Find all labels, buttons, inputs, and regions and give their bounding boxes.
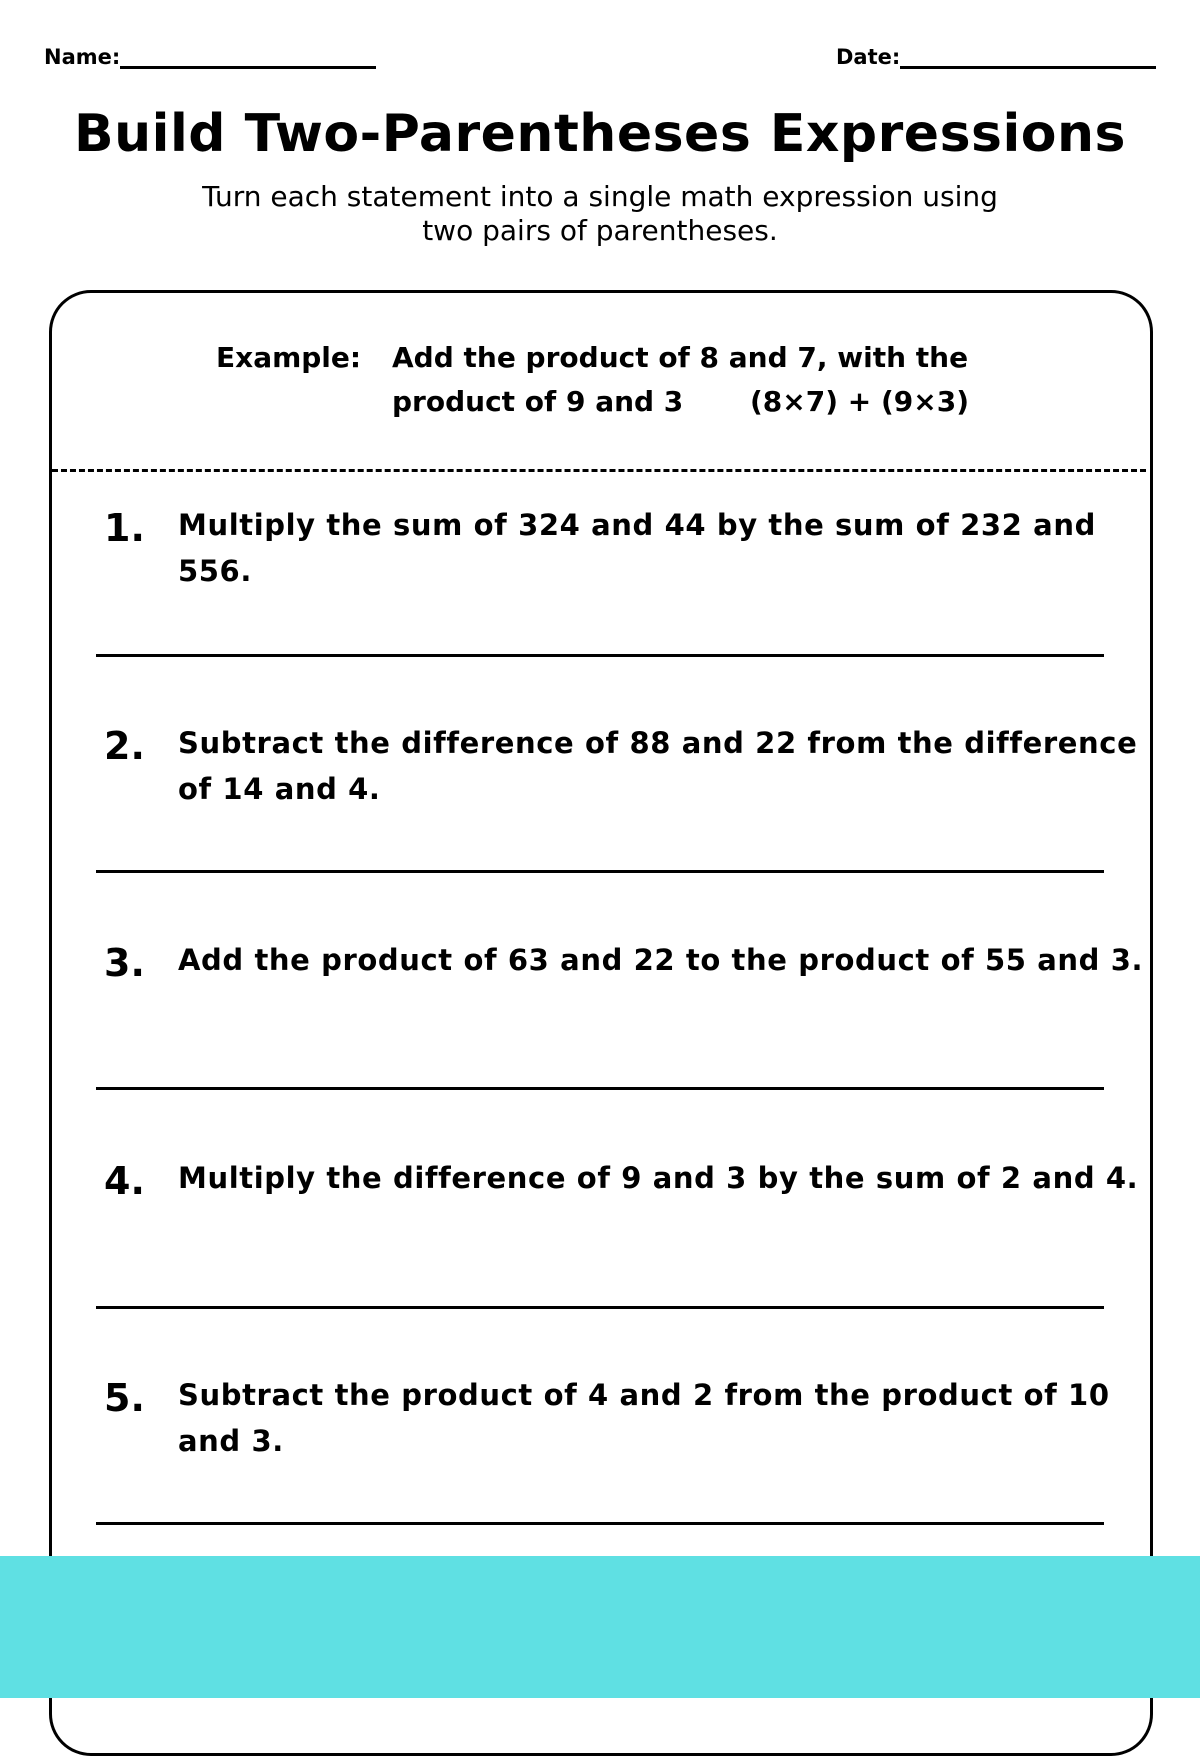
- worksheet-title: Build Two-Parentheses Expressions: [73, 104, 1126, 164]
- problem-text: Add the product of 63 and 22 to the product of 55 and 3.: [178, 943, 1144, 977]
- problem-number: 4.: [104, 1159, 145, 1203]
- date-field[interactable]: [836, 44, 1156, 69]
- answer-line[interactable]: [96, 654, 1104, 657]
- example-label: Example:: [216, 341, 362, 374]
- problem-text: Multiply the sum of 324 and 44 by the sum of 232 and 556.: [178, 508, 1096, 588]
- problem-text: Subtract the product of 4 and 2 from the product of 10 and 3.: [178, 1378, 1110, 1458]
- answer-line[interactable]: [96, 1306, 1104, 1309]
- example-statement: Add the product of 8 and 7, with the product of 9 and 3: [392, 341, 969, 418]
- worksheet-instructions: Turn each statement into a single math expression using two pairs of parentheses.: [202, 180, 998, 247]
- date-blank-line[interactable]: [900, 44, 1156, 69]
- name-blank-line[interactable]: [120, 44, 376, 69]
- answer-line[interactable]: [96, 1087, 1104, 1090]
- example-answer: (8×7) + (9×3): [750, 385, 969, 418]
- footer-band: [0, 1556, 1200, 1698]
- problem-number: 1.: [104, 506, 145, 550]
- problem-text: Subtract the difference of 88 and 22 from the difference of 14 and 4.: [178, 726, 1138, 806]
- problem-number: 3.: [104, 941, 145, 985]
- name-label: Name:: [44, 45, 121, 69]
- example-divider: [52, 469, 1146, 472]
- date-label: Date:: [836, 45, 901, 69]
- answer-line[interactable]: [96, 1522, 1104, 1525]
- name-field[interactable]: [44, 44, 376, 69]
- problem-number: 5.: [104, 1376, 145, 1420]
- answer-line[interactable]: [96, 870, 1104, 873]
- problem-number: 2.: [104, 724, 145, 768]
- problem-text: Multiply the difference of 9 and 3 by the sum of 2 and 4.: [178, 1161, 1139, 1195]
